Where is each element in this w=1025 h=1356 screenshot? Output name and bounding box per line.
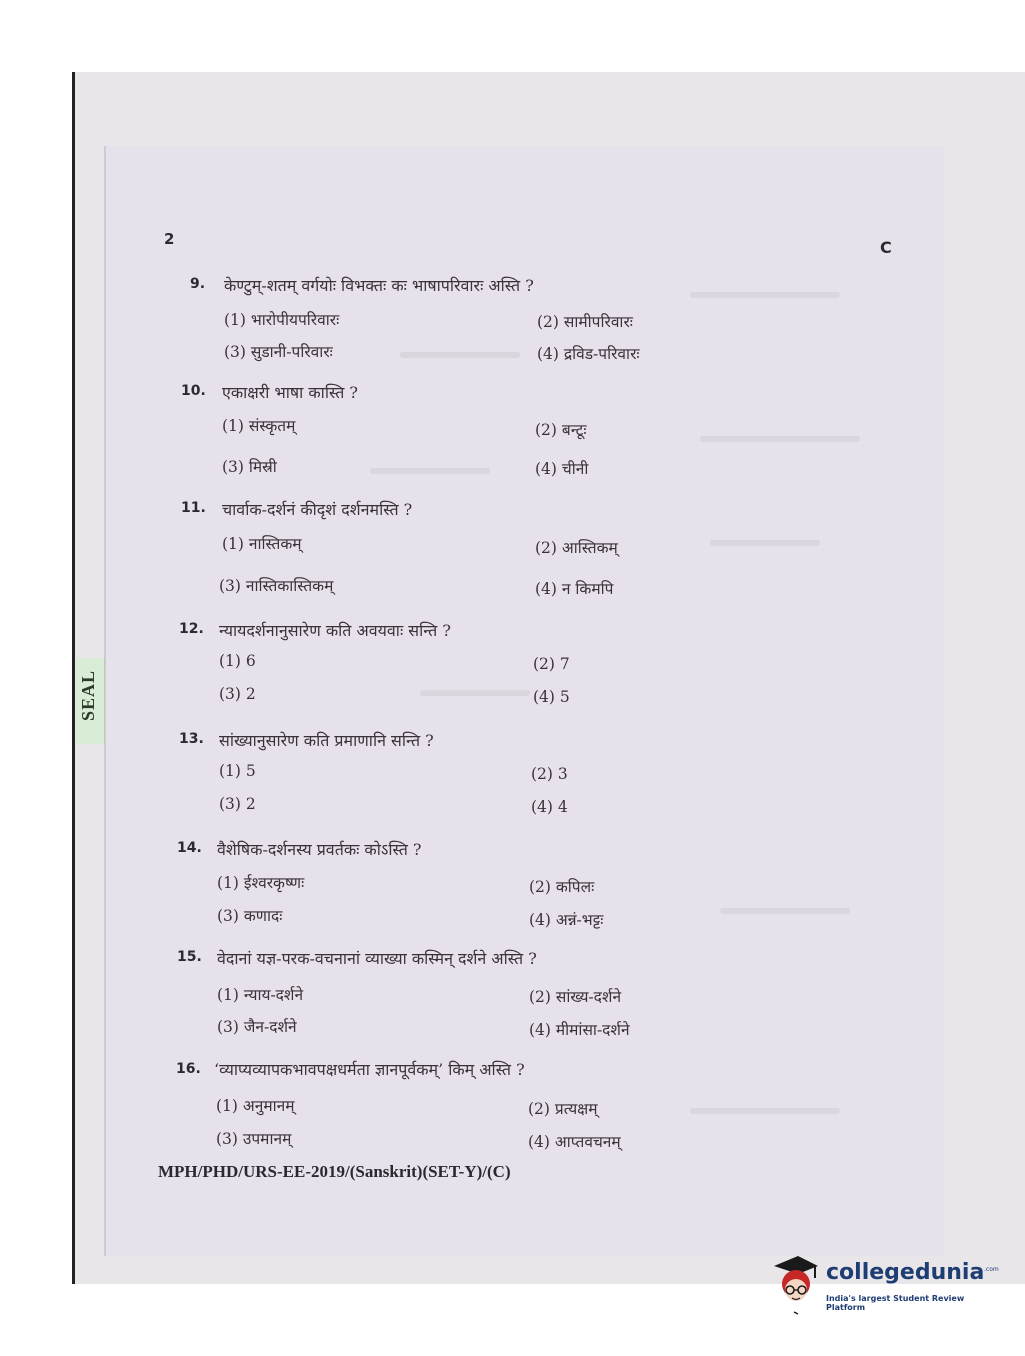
option-4: (4) आप्तवचनम् — [528, 1133, 621, 1151]
question-text: ‘व्याप्यव्यापकभावपक्षधर्मता ज्ञानपूर्वकम्’ किम् अस्ति ? — [214, 1060, 525, 1079]
question-text: सांख्यानुसारेण कति प्रमाणानि सन्ति ? — [219, 731, 434, 750]
option-4: (4) 5 — [533, 688, 570, 706]
option-2: (2) सांख्य-दर्शने — [529, 988, 622, 1006]
question-number: 13. — [179, 731, 204, 747]
option-4: (4) द्रविड-परिवारः — [537, 345, 640, 363]
option-1: (1) न्याय-दर्शने — [217, 986, 304, 1004]
option-4: (4) अन्नं-भट्टः — [529, 911, 604, 929]
option-1: (1) संस्कृतम् — [222, 417, 296, 435]
option-2: (2) बन्टूः — [535, 421, 587, 439]
question-number: 12. — [179, 621, 204, 637]
option-3: (3) जैन-दर्शने — [217, 1018, 297, 1036]
question-number: 14. — [177, 840, 202, 856]
page-number: 2 — [164, 230, 175, 248]
question-text: केण्टुम्-शतम् वर्गयोः विभक्तः कः भाषापरिवारः अस्ति ? — [224, 276, 534, 295]
bleed-through-mark — [400, 352, 520, 358]
question-number: 15. — [177, 949, 202, 965]
option-2: (2) प्रत्यक्षम् — [528, 1100, 598, 1118]
paper-code-footer: MPH/PHD/URS-EE-2019/(Sanskrit)(SET-Y)/(C) — [158, 1162, 511, 1181]
bleed-through-mark — [710, 540, 820, 546]
bleed-through-mark — [690, 292, 840, 298]
logo-suffix: .com — [984, 1266, 999, 1273]
question-number: 11. — [181, 500, 206, 516]
question-text: चार्वाक-दर्शनं कीदृशं दर्शनमस्ति ? — [222, 500, 413, 519]
option-4: (4) 4 — [531, 798, 568, 816]
question-number: 9. — [190, 276, 206, 292]
option-3: (3) उपमानम् — [216, 1130, 292, 1148]
logo-name: collegedunia — [826, 1260, 985, 1285]
option-3: (3) 2 — [219, 795, 256, 813]
question-number: 16. — [176, 1061, 201, 1077]
question-text: वेदानां यज्ञ-परक-वचनानां व्याख्या कस्मिन् दर्शने अस्ति ? — [217, 949, 537, 968]
option-1: (1) ईश्वरकृष्णः — [217, 874, 305, 892]
option-2: (2) सामीपरिवारः — [537, 313, 633, 331]
option-2: (2) 3 — [531, 765, 568, 783]
bleed-through-mark — [370, 468, 490, 474]
question-text: एकाक्षरी भाषा कास्ति ? — [222, 383, 358, 402]
bleed-through-mark — [420, 690, 530, 696]
bleed-through-mark — [690, 1108, 840, 1114]
option-2: (2) कपिलः — [529, 878, 595, 896]
option-4: (4) चीनी — [535, 460, 589, 478]
option-4: (4) मीमांसा-दर्शने — [529, 1021, 630, 1039]
collegedunia-logo[interactable] — [768, 1252, 998, 1318]
mascot-icon — [768, 1252, 824, 1318]
option-1: (1) 5 — [219, 762, 256, 780]
option-1: (1) अनुमानम् — [216, 1097, 295, 1115]
option-1: (1) नास्तिकम् — [222, 535, 302, 553]
option-3: (3) कणादः — [217, 907, 283, 925]
seal-label: SEAL — [78, 670, 98, 722]
bleed-through-mark — [700, 436, 860, 442]
question-text: न्यायदर्शनानुसारेण कति अवयवाः सन्ति ? — [219, 621, 451, 640]
seal-strip — [76, 658, 105, 744]
question-text: वैशेषिक-दर्शनस्य प्रवर्तकः कोऽस्ति ? — [217, 840, 422, 859]
option-2: (2) आस्तिकम् — [535, 539, 618, 557]
set-code: C — [880, 238, 892, 257]
option-3: (3) 2 — [219, 685, 256, 703]
option-4: (4) न किमपि — [535, 580, 614, 598]
logo-tagline: India's largest Student Review Platform — [826, 1294, 965, 1312]
option-1: (1) 6 — [219, 652, 256, 670]
option-1: (1) भारोपीयपरिवारः — [224, 311, 340, 329]
question-number: 10. — [181, 383, 206, 399]
option-3: (3) मिस्री — [222, 458, 277, 476]
option-3: (3) नास्तिकास्तिकम् — [219, 577, 334, 595]
bleed-through-mark — [720, 908, 850, 914]
option-3: (3) सुडानी-परिवारः — [224, 343, 333, 361]
option-2: (2) 7 — [533, 655, 570, 673]
